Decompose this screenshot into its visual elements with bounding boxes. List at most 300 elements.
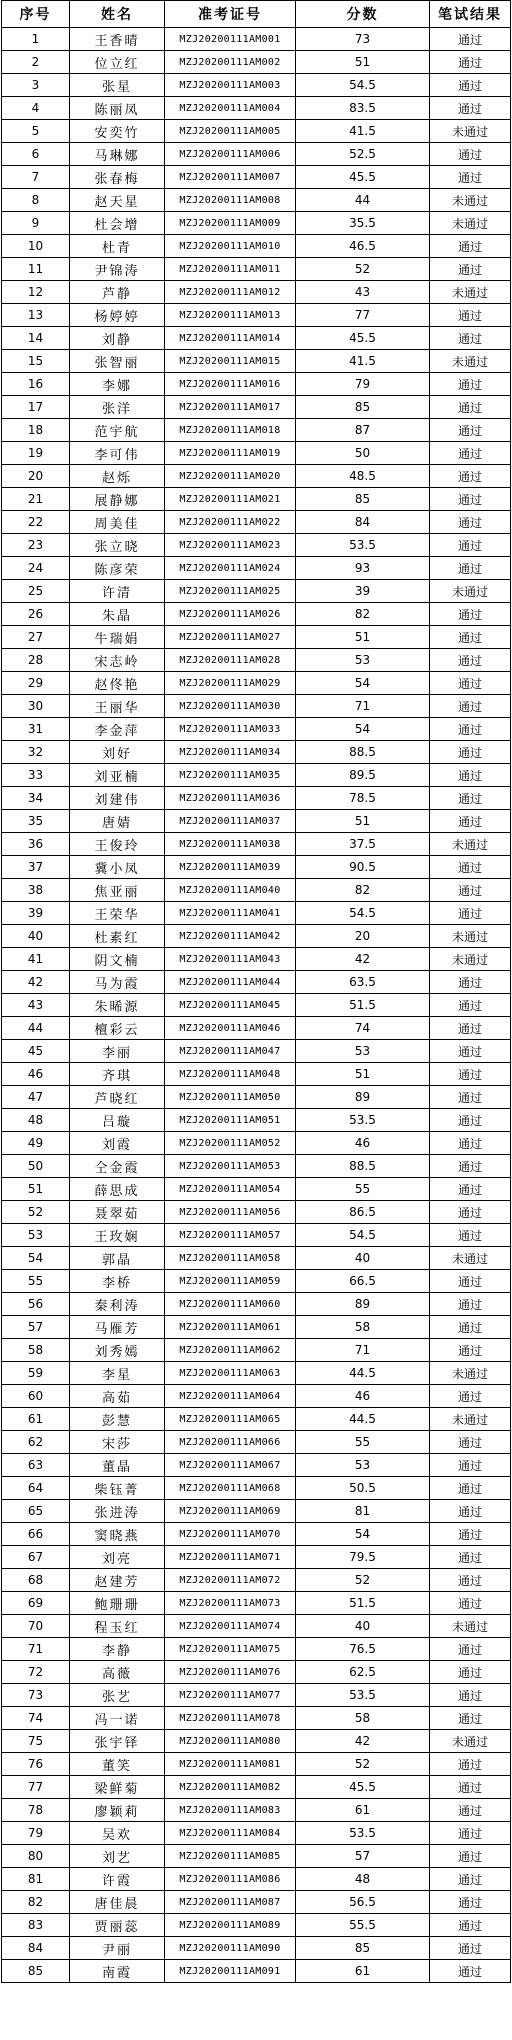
- cell-exam-id: MZJ20200111AM083: [165, 1799, 296, 1822]
- table-row: [2, 1960, 511, 1983]
- table-row: [2, 1293, 511, 1316]
- table-row: [2, 1178, 511, 1201]
- cell-seq: 14: [2, 327, 70, 350]
- cell-score: 55.5: [296, 1914, 430, 1937]
- cell-seq: 24: [2, 557, 70, 580]
- cell-result: 通过: [430, 1753, 511, 1776]
- cell-seq: 66: [2, 1523, 70, 1546]
- cell-name: 刘建伟: [70, 787, 165, 810]
- cell-exam-id: MZJ20200111AM037: [165, 810, 296, 833]
- cell-score: 85: [296, 488, 430, 511]
- cell-result: 通过: [430, 1500, 511, 1523]
- table-row: [2, 1201, 511, 1224]
- table-row: [2, 1707, 511, 1730]
- cell-result: 通过: [430, 879, 511, 902]
- cell-score: 93: [296, 557, 430, 580]
- cell-seq: 61: [2, 1408, 70, 1431]
- cell-result: 通过: [430, 1454, 511, 1477]
- cell-seq: 75: [2, 1730, 70, 1753]
- table-row: [2, 557, 511, 580]
- cell-seq: 59: [2, 1362, 70, 1385]
- cell-exam-id: MZJ20200111AM090: [165, 1937, 296, 1960]
- cell-seq: 8: [2, 189, 70, 212]
- cell-score: 46: [296, 1385, 430, 1408]
- cell-name: 李星: [70, 1362, 165, 1385]
- cell-score: 73: [296, 28, 430, 51]
- cell-score: 88.5: [296, 741, 430, 764]
- cell-name: 柴钰菁: [70, 1477, 165, 1500]
- cell-score: 50.5: [296, 1477, 430, 1500]
- cell-name: 李金萍: [70, 718, 165, 741]
- cell-score: 52: [296, 258, 430, 281]
- cell-exam-id: MZJ20200111AM029: [165, 672, 296, 695]
- cell-score: 54.5: [296, 902, 430, 925]
- cell-score: 46: [296, 1132, 430, 1155]
- cell-name: 王香晴: [70, 28, 165, 51]
- cell-score: 53: [296, 1040, 430, 1063]
- table-row: [2, 235, 511, 258]
- table-body: [2, 28, 511, 1983]
- table-row: [2, 511, 511, 534]
- table-row: [2, 1339, 511, 1362]
- table-row: [2, 1224, 511, 1247]
- cell-exam-id: MZJ20200111AM041: [165, 902, 296, 925]
- cell-score: 53.5: [296, 1109, 430, 1132]
- cell-result: 通过: [430, 1316, 511, 1339]
- cell-score: 90.5: [296, 856, 430, 879]
- cell-exam-id: MZJ20200111AM070: [165, 1523, 296, 1546]
- cell-seq: 18: [2, 419, 70, 442]
- cell-seq: 65: [2, 1500, 70, 1523]
- cell-result: 通过: [430, 1937, 511, 1960]
- cell-score: 20: [296, 925, 430, 948]
- cell-name: 阴文楠: [70, 948, 165, 971]
- table-row: [2, 212, 511, 235]
- cell-exam-id: MZJ20200111AM034: [165, 741, 296, 764]
- cell-seq: 5: [2, 120, 70, 143]
- cell-exam-id: MZJ20200111AM057: [165, 1224, 296, 1247]
- cell-result: 通过: [430, 1707, 511, 1730]
- cell-name: 唐佳晨: [70, 1891, 165, 1914]
- cell-exam-id: MZJ20200111AM071: [165, 1546, 296, 1569]
- cell-result: 未通过: [430, 925, 511, 948]
- cell-result: 未通过: [430, 833, 511, 856]
- cell-result: 通过: [430, 1845, 511, 1868]
- cell-name: 刘静: [70, 327, 165, 350]
- cell-name: 张进涛: [70, 1500, 165, 1523]
- cell-result: 未通过: [430, 281, 511, 304]
- cell-result: 通过: [430, 1891, 511, 1914]
- cell-exam-id: MZJ20200111AM001: [165, 28, 296, 51]
- cell-result: 通过: [430, 1477, 511, 1500]
- table-row: [2, 1155, 511, 1178]
- cell-name: 王荣华: [70, 902, 165, 925]
- cell-exam-id: MZJ20200111AM007: [165, 166, 296, 189]
- cell-exam-id: MZJ20200111AM002: [165, 51, 296, 74]
- cell-score: 82: [296, 603, 430, 626]
- table-row: [2, 1753, 511, 1776]
- cell-name: 刘亚楠: [70, 764, 165, 787]
- cell-score: 51: [296, 51, 430, 74]
- table-row: [2, 281, 511, 304]
- cell-name: 秦利涛: [70, 1293, 165, 1316]
- cell-score: 85: [296, 1937, 430, 1960]
- cell-seq: 28: [2, 649, 70, 672]
- table-row: [2, 465, 511, 488]
- cell-score: 52.5: [296, 143, 430, 166]
- cell-seq: 11: [2, 258, 70, 281]
- cell-exam-id: MZJ20200111AM045: [165, 994, 296, 1017]
- cell-score: 44: [296, 189, 430, 212]
- cell-seq: 31: [2, 718, 70, 741]
- cell-name: 薛思成: [70, 1178, 165, 1201]
- cell-name: 许霞: [70, 1868, 165, 1891]
- cell-result: 未通过: [430, 120, 511, 143]
- cell-exam-id: MZJ20200111AM051: [165, 1109, 296, 1132]
- cell-exam-id: MZJ20200111AM015: [165, 350, 296, 373]
- cell-seq: 41: [2, 948, 70, 971]
- cell-name: 马琳娜: [70, 143, 165, 166]
- cell-seq: 70: [2, 1615, 70, 1638]
- cell-result: 通过: [430, 741, 511, 764]
- cell-exam-id: MZJ20200111AM068: [165, 1477, 296, 1500]
- cell-exam-id: MZJ20200111AM047: [165, 1040, 296, 1063]
- table-row: [2, 856, 511, 879]
- cell-seq: 32: [2, 741, 70, 764]
- cell-score: 61: [296, 1960, 430, 1983]
- table-row: [2, 419, 511, 442]
- cell-name: 赵佟艳: [70, 672, 165, 695]
- cell-result: 通过: [430, 488, 511, 511]
- cell-name: 朱晞源: [70, 994, 165, 1017]
- table-row: [2, 373, 511, 396]
- cell-seq: 39: [2, 902, 70, 925]
- table-row: [2, 304, 511, 327]
- table-row: [2, 74, 511, 97]
- table-row: [2, 1477, 511, 1500]
- cell-exam-id: MZJ20200111AM018: [165, 419, 296, 442]
- cell-exam-id: MZJ20200111AM024: [165, 557, 296, 580]
- cell-result: 通过: [430, 51, 511, 74]
- cell-score: 54: [296, 1523, 430, 1546]
- cell-result: 通过: [430, 74, 511, 97]
- table-row: [2, 51, 511, 74]
- cell-exam-id: MZJ20200111AM058: [165, 1247, 296, 1270]
- cell-score: 51.5: [296, 1592, 430, 1615]
- cell-score: 45.5: [296, 1776, 430, 1799]
- cell-name: 贾丽蕊: [70, 1914, 165, 1937]
- cell-seq: 82: [2, 1891, 70, 1914]
- cell-result: 通过: [430, 603, 511, 626]
- cell-seq: 55: [2, 1270, 70, 1293]
- cell-name: 刘霞: [70, 1132, 165, 1155]
- cell-seq: 44: [2, 1017, 70, 1040]
- cell-exam-id: MZJ20200111AM027: [165, 626, 296, 649]
- cell-name: 张洋: [70, 396, 165, 419]
- cell-result: 通过: [430, 511, 511, 534]
- cell-name: 宋志岭: [70, 649, 165, 672]
- header-exam-id: 准考证号: [165, 1, 296, 28]
- cell-name: 刘艺: [70, 1845, 165, 1868]
- cell-score: 85: [296, 396, 430, 419]
- cell-result: 通过: [430, 672, 511, 695]
- cell-result: 通过: [430, 28, 511, 51]
- cell-result: 通过: [430, 97, 511, 120]
- cell-seq: 50: [2, 1155, 70, 1178]
- cell-score: 55: [296, 1431, 430, 1454]
- cell-name: 梁鲜菊: [70, 1776, 165, 1799]
- cell-seq: 40: [2, 925, 70, 948]
- cell-result: 通过: [430, 718, 511, 741]
- header-score: 分数: [296, 1, 430, 28]
- cell-score: 55: [296, 1178, 430, 1201]
- cell-seq: 76: [2, 1753, 70, 1776]
- cell-name: 赵天星: [70, 189, 165, 212]
- cell-exam-id: MZJ20200111AM003: [165, 74, 296, 97]
- cell-exam-id: MZJ20200111AM077: [165, 1684, 296, 1707]
- cell-score: 58: [296, 1316, 430, 1339]
- table-row: [2, 1086, 511, 1109]
- cell-exam-id: MZJ20200111AM075: [165, 1638, 296, 1661]
- cell-score: 79.5: [296, 1546, 430, 1569]
- cell-name: 尹锦涛: [70, 258, 165, 281]
- cell-name: 鲍珊珊: [70, 1592, 165, 1615]
- cell-exam-id: MZJ20200111AM023: [165, 534, 296, 557]
- cell-score: 45.5: [296, 166, 430, 189]
- cell-seq: 37: [2, 856, 70, 879]
- cell-score: 54.5: [296, 1224, 430, 1247]
- cell-result: 通过: [430, 442, 511, 465]
- cell-exam-id: MZJ20200111AM062: [165, 1339, 296, 1362]
- cell-seq: 62: [2, 1431, 70, 1454]
- cell-name: 杨婷婷: [70, 304, 165, 327]
- cell-seq: 23: [2, 534, 70, 557]
- table-row: [2, 649, 511, 672]
- cell-seq: 79: [2, 1822, 70, 1845]
- cell-name: 尹丽: [70, 1937, 165, 1960]
- cell-exam-id: MZJ20200111AM091: [165, 1960, 296, 1983]
- table-row: [2, 1270, 511, 1293]
- cell-name: 李娜: [70, 373, 165, 396]
- cell-score: 62.5: [296, 1661, 430, 1684]
- table-row: [2, 925, 511, 948]
- table-row: [2, 189, 511, 212]
- cell-result: 未通过: [430, 1408, 511, 1431]
- table-row: [2, 1592, 511, 1615]
- cell-name: 窦晓燕: [70, 1523, 165, 1546]
- cell-seq: 74: [2, 1707, 70, 1730]
- cell-name: 程玉红: [70, 1615, 165, 1638]
- cell-name: 张艺: [70, 1684, 165, 1707]
- cell-score: 42: [296, 948, 430, 971]
- table-row: [2, 488, 511, 511]
- cell-score: 61: [296, 1799, 430, 1822]
- table-row: [2, 1408, 511, 1431]
- cell-exam-id: MZJ20200111AM076: [165, 1661, 296, 1684]
- cell-seq: 1: [2, 28, 70, 51]
- table-row: [2, 1684, 511, 1707]
- cell-seq: 67: [2, 1546, 70, 1569]
- cell-result: 通过: [430, 327, 511, 350]
- cell-seq: 15: [2, 350, 70, 373]
- cell-exam-id: MZJ20200111AM064: [165, 1385, 296, 1408]
- table-row: [2, 97, 511, 120]
- cell-score: 43: [296, 281, 430, 304]
- cell-score: 84: [296, 511, 430, 534]
- cell-result: 通过: [430, 1040, 511, 1063]
- cell-score: 40: [296, 1615, 430, 1638]
- table-row: [2, 1523, 511, 1546]
- cell-score: 50: [296, 442, 430, 465]
- cell-exam-id: MZJ20200111AM054: [165, 1178, 296, 1201]
- table-row: [2, 580, 511, 603]
- cell-seq: 12: [2, 281, 70, 304]
- cell-exam-id: MZJ20200111AM046: [165, 1017, 296, 1040]
- cell-score: 79: [296, 373, 430, 396]
- cell-name: 杜会增: [70, 212, 165, 235]
- table-row: [2, 1730, 511, 1753]
- cell-seq: 36: [2, 833, 70, 856]
- cell-result: 未通过: [430, 1730, 511, 1753]
- cell-score: 89: [296, 1086, 430, 1109]
- cell-result: 通过: [430, 810, 511, 833]
- cell-result: 通过: [430, 787, 511, 810]
- cell-name: 位立红: [70, 51, 165, 74]
- cell-score: 58: [296, 1707, 430, 1730]
- cell-result: 未通过: [430, 948, 511, 971]
- table-row: [2, 120, 511, 143]
- cell-exam-id: MZJ20200111AM080: [165, 1730, 296, 1753]
- cell-exam-id: MZJ20200111AM028: [165, 649, 296, 672]
- cell-seq: 21: [2, 488, 70, 511]
- cell-name: 张星: [70, 74, 165, 97]
- cell-score: 54: [296, 672, 430, 695]
- cell-seq: 78: [2, 1799, 70, 1822]
- cell-name: 张春梅: [70, 166, 165, 189]
- table-row: [2, 1937, 511, 1960]
- cell-score: 63.5: [296, 971, 430, 994]
- table-row: [2, 1638, 511, 1661]
- cell-seq: 64: [2, 1477, 70, 1500]
- cell-result: 通过: [430, 1132, 511, 1155]
- cell-exam-id: MZJ20200111AM074: [165, 1615, 296, 1638]
- cell-score: 52: [296, 1753, 430, 1776]
- cell-exam-id: MZJ20200111AM066: [165, 1431, 296, 1454]
- cell-exam-id: MZJ20200111AM081: [165, 1753, 296, 1776]
- cell-score: 54: [296, 718, 430, 741]
- table-row: [2, 695, 511, 718]
- table-row: [2, 442, 511, 465]
- table-row: [2, 1799, 511, 1822]
- cell-result: 通过: [430, 971, 511, 994]
- cell-name: 范宇航: [70, 419, 165, 442]
- table-row: [2, 350, 511, 373]
- cell-seq: 77: [2, 1776, 70, 1799]
- cell-seq: 83: [2, 1914, 70, 1937]
- cell-seq: 3: [2, 74, 70, 97]
- cell-seq: 19: [2, 442, 70, 465]
- cell-score: 53.5: [296, 534, 430, 557]
- table-row: [2, 879, 511, 902]
- cell-result: 未通过: [430, 1615, 511, 1638]
- cell-score: 54.5: [296, 74, 430, 97]
- table-row: [2, 1431, 511, 1454]
- cell-score: 51: [296, 626, 430, 649]
- cell-exam-id: MZJ20200111AM069: [165, 1500, 296, 1523]
- cell-seq: 25: [2, 580, 70, 603]
- cell-exam-id: MZJ20200111AM030: [165, 695, 296, 718]
- cell-name: 杜青: [70, 235, 165, 258]
- cell-name: 刘亮: [70, 1546, 165, 1569]
- table-row: [2, 948, 511, 971]
- cell-score: 88.5: [296, 1155, 430, 1178]
- table-row: [2, 28, 511, 51]
- cell-name: 高薇: [70, 1661, 165, 1684]
- cell-exam-id: MZJ20200111AM065: [165, 1408, 296, 1431]
- cell-result: 通过: [430, 856, 511, 879]
- cell-score: 87: [296, 419, 430, 442]
- cell-result: 通过: [430, 649, 511, 672]
- table-row: [2, 971, 511, 994]
- cell-seq: 22: [2, 511, 70, 534]
- table-row: [2, 1109, 511, 1132]
- table-row: [2, 764, 511, 787]
- cell-score: 53: [296, 1454, 430, 1477]
- cell-score: 53.5: [296, 1684, 430, 1707]
- cell-name: 张宇铎: [70, 1730, 165, 1753]
- cell-result: 未通过: [430, 189, 511, 212]
- cell-exam-id: MZJ20200111AM078: [165, 1707, 296, 1730]
- cell-result: 通过: [430, 1431, 511, 1454]
- cell-result: 通过: [430, 1155, 511, 1178]
- cell-name: 聂翠茹: [70, 1201, 165, 1224]
- cell-name: 杜素红: [70, 925, 165, 948]
- cell-result: 通过: [430, 626, 511, 649]
- cell-name: 吕璇: [70, 1109, 165, 1132]
- cell-exam-id: MZJ20200111AM013: [165, 304, 296, 327]
- cell-score: 74: [296, 1017, 430, 1040]
- cell-result: 通过: [430, 258, 511, 281]
- table-row: [2, 741, 511, 764]
- cell-exam-id: MZJ20200111AM073: [165, 1592, 296, 1615]
- cell-result: 通过: [430, 994, 511, 1017]
- cell-score: 56.5: [296, 1891, 430, 1914]
- cell-seq: 43: [2, 994, 70, 1017]
- cell-seq: 58: [2, 1339, 70, 1362]
- cell-exam-id: MZJ20200111AM061: [165, 1316, 296, 1339]
- cell-result: 通过: [430, 1569, 511, 1592]
- exam-results-table: [1, 0, 511, 1983]
- table-row: [2, 1822, 511, 1845]
- cell-name: 周美佳: [70, 511, 165, 534]
- cell-exam-id: MZJ20200111AM060: [165, 1293, 296, 1316]
- cell-name: 董笑: [70, 1753, 165, 1776]
- cell-name: 宋莎: [70, 1431, 165, 1454]
- cell-name: 檀彩云: [70, 1017, 165, 1040]
- table-header: [2, 1, 511, 28]
- cell-exam-id: MZJ20200111AM040: [165, 879, 296, 902]
- cell-exam-id: MZJ20200111AM086: [165, 1868, 296, 1891]
- cell-exam-id: MZJ20200111AM006: [165, 143, 296, 166]
- cell-result: 通过: [430, 235, 511, 258]
- cell-result: 通过: [430, 1868, 511, 1891]
- cell-score: 76.5: [296, 1638, 430, 1661]
- cell-result: 通过: [430, 534, 511, 557]
- cell-result: 通过: [430, 1684, 511, 1707]
- table-row: [2, 994, 511, 1017]
- cell-name: 赵建芳: [70, 1569, 165, 1592]
- cell-result: 未通过: [430, 1362, 511, 1385]
